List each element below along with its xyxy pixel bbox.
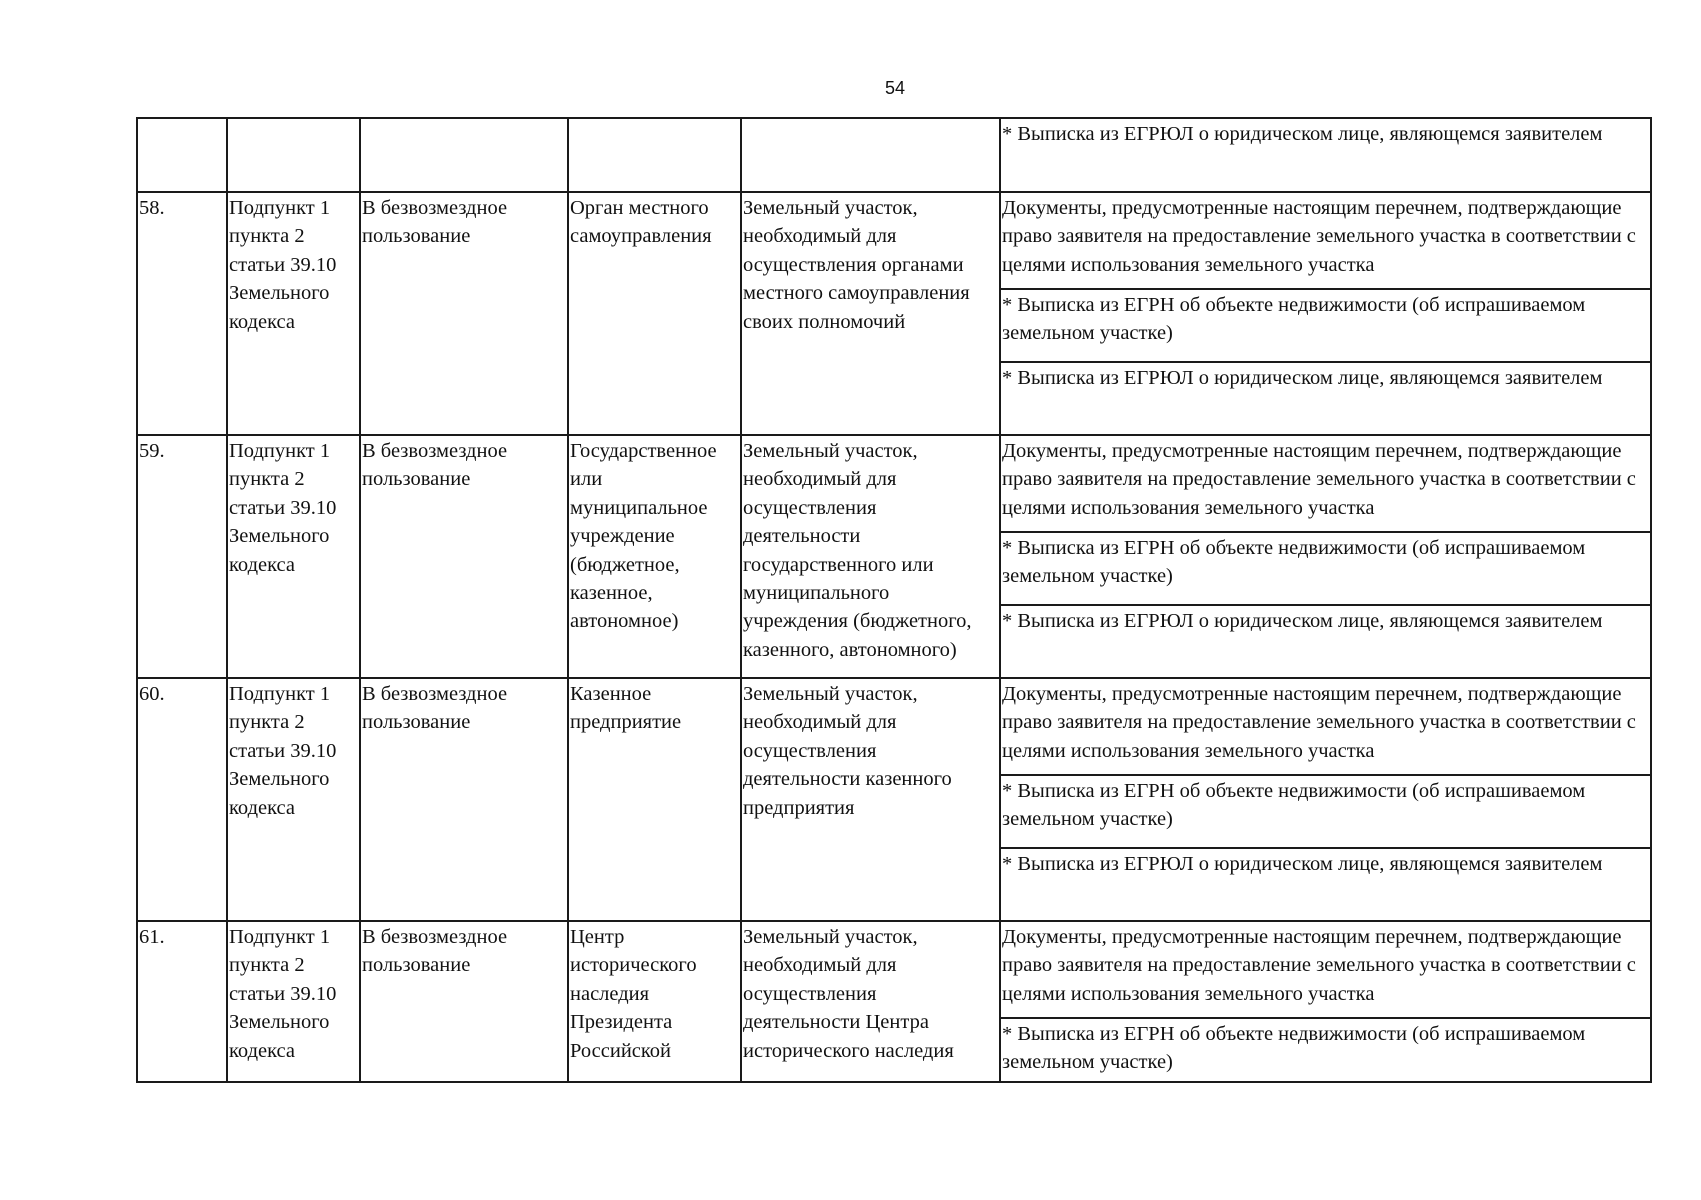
empty-cell bbox=[137, 118, 227, 192]
empty-cell bbox=[227, 118, 360, 192]
required-document: * Выписка из ЕГРЮЛ о юридическом лице, являющемся заявителем bbox=[1000, 605, 1651, 678]
land-plot-description: Земельный участок, необходимый для осуществления деятельности государственного или муниципального учреждения (бюджетного, казенного, автономного) bbox=[741, 435, 1000, 678]
row-number: 60. bbox=[137, 678, 227, 921]
applicant: Казенное предприятие bbox=[568, 678, 741, 921]
table-row bbox=[137, 678, 1651, 775]
land-plot-description: Земельный участок, необходимый для осуществления деятельности казенного предприятия bbox=[741, 678, 1000, 921]
empty-cell bbox=[360, 118, 568, 192]
table-row bbox=[137, 921, 1651, 1018]
required-document: * Выписка из ЕГРЮЛ о юридическом лице, являющемся заявителем bbox=[1000, 362, 1651, 435]
legal-basis: Подпункт 1 пункта 2 статьи 39.10 Земельного кодекса bbox=[227, 192, 360, 435]
required-document: Документы, предусмотренные настоящим перечнем, подтверждающие право заявителя на предоставление земельного участка в соответствии с целями использования земельного участка bbox=[1000, 192, 1651, 289]
applicant: Центр исторического наследия Президента Российской bbox=[568, 921, 741, 1082]
row-number: 59. bbox=[137, 435, 227, 678]
table-row bbox=[137, 192, 1651, 289]
required-document: * Выписка из ЕГРН об объекте недвижимости (об испрашиваемом земельном участке) bbox=[1000, 289, 1651, 362]
required-document: * Выписка из ЕГРН об объекте недвижимости (об испрашиваемом земельном участке) bbox=[1000, 775, 1651, 848]
row-number: 58. bbox=[137, 192, 227, 435]
required-document: * Выписка из ЕГРН об объекте недвижимости (об испрашиваемом земельном участке) bbox=[1000, 1018, 1651, 1082]
continuation-row bbox=[137, 118, 1651, 192]
row-number: 61. bbox=[137, 921, 227, 1082]
required-document: * Выписка из ЕГРЮЛ о юридическом лице, являющемся заявителем bbox=[1000, 848, 1651, 921]
empty-cell bbox=[741, 118, 1000, 192]
table-row bbox=[137, 435, 1651, 532]
right-type: В безвозмездное пользование bbox=[360, 921, 568, 1082]
land-documents-table bbox=[136, 117, 1652, 1083]
required-document: Документы, предусмотренные настоящим перечнем, подтверждающие право заявителя на предоставление земельного участка в соответствии с целями использования земельного участка bbox=[1000, 678, 1651, 775]
land-plot-description: Земельный участок, необходимый для осуществления органами местного самоуправления своих полномочий bbox=[741, 192, 1000, 435]
required-document: * Выписка из ЕГРЮЛ о юридическом лице, являющемся заявителем bbox=[1000, 118, 1651, 192]
legal-basis: Подпункт 1 пункта 2 статьи 39.10 Земельного кодекса bbox=[227, 678, 360, 921]
right-type: В безвозмездное пользование bbox=[360, 192, 568, 435]
applicant: Государственное или муниципальное учреждение (бюджетное, казенное, автономное) bbox=[568, 435, 741, 678]
applicant: Орган местного самоуправления bbox=[568, 192, 741, 435]
legal-basis: Подпункт 1 пункта 2 статьи 39.10 Земельного кодекса bbox=[227, 435, 360, 678]
required-document: Документы, предусмотренные настоящим перечнем, подтверждающие право заявителя на предоставление земельного участка в соответствии с целями использования земельного участка bbox=[1000, 921, 1651, 1018]
legal-basis: Подпункт 1 пункта 2 статьи 39.10 Земельного кодекса bbox=[227, 921, 360, 1082]
required-document: * Выписка из ЕГРН об объекте недвижимости (об испрашиваемом земельном участке) bbox=[1000, 532, 1651, 605]
page-number: 54 bbox=[884, 78, 906, 98]
required-document: Документы, предусмотренные настоящим перечнем, подтверждающие право заявителя на предоставление земельного участка в соответствии с целями использования земельного участка bbox=[1000, 435, 1651, 532]
land-plot-description: Земельный участок, необходимый для осуществления деятельности Центра исторического наследия bbox=[741, 921, 1000, 1082]
right-type: В безвозмездное пользование bbox=[360, 678, 568, 921]
right-type: В безвозмездное пользование bbox=[360, 435, 568, 678]
empty-cell bbox=[568, 118, 741, 192]
